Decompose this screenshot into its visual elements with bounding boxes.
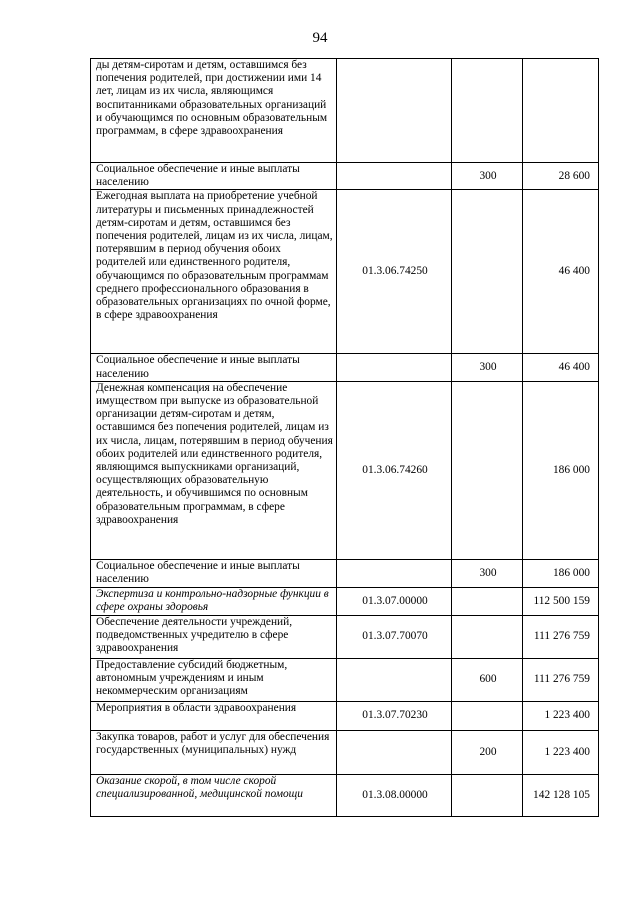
table-row: [91, 615, 599, 658]
row-name: Социальное обеспечение и иные выплаты населению: [91, 559, 337, 587]
table-row: [91, 774, 599, 816]
table-row: [91, 354, 599, 381]
budget-table: [90, 58, 599, 817]
page-number: 94: [312, 30, 328, 46]
row-amount: 111 276 759: [523, 658, 599, 701]
row-amount: 46 400: [523, 190, 599, 354]
row-type: [452, 587, 523, 615]
table-row: [91, 658, 599, 701]
row-type: 200: [452, 730, 523, 774]
table-row: [91, 381, 599, 559]
row-code: [337, 559, 452, 587]
row-type: [452, 59, 523, 163]
row-type: [452, 774, 523, 816]
row-name: Социальное обеспечение и иные выплаты населению: [91, 354, 337, 381]
row-type: 300: [452, 354, 523, 381]
row-type: 300: [452, 559, 523, 587]
row-code: 01.3.06.74250: [337, 190, 452, 354]
row-amount: 46 400: [523, 354, 599, 381]
row-code: 01.3.07.00000: [337, 587, 452, 615]
row-amount: 28 600: [523, 163, 599, 190]
row-name: Обеспечение деятельности учреждений, подведомственных учредителю в сфере здравоохранения: [91, 615, 337, 658]
row-code: [337, 354, 452, 381]
table-row: [91, 701, 599, 730]
table-row: [91, 587, 599, 615]
row-type: [452, 615, 523, 658]
row-name: Предоставление субсидий бюджетным, автономным учреждениям и иным некоммерческим организациям: [91, 658, 337, 701]
row-name: ды детям-сиротам и детям, оставшимся без попечения родителей, при достижении ими 14 лет, лицам из их числа, являющимся воспитанниками образовательных организаций и обучающимся по основным образовательным программам, в сфере здравоохранения: [91, 59, 337, 163]
row-code: 01.3.06.74260: [337, 381, 452, 559]
row-name: Денежная компенсация на обеспечение имуществом при выпуске из образовательной организации детям-сиротам и детям, оставшимся без попечения родителей, лицам из их числа, лицам, потерявшим в период обучения обоих родителей или единственного родителя, являющимся выпускниками организаций, осуществляющих образовательную деятельность, и обучившимся по основным образовательным программам, в сфере здравоохранения: [91, 381, 337, 559]
row-amount: 186 000: [523, 559, 599, 587]
row-type: [452, 190, 523, 354]
row-code: [337, 163, 452, 190]
row-amount: 1 223 400: [523, 701, 599, 730]
row-code: [337, 730, 452, 774]
row-amount: 186 000: [523, 381, 599, 559]
table-row: [91, 163, 599, 190]
table-row: [91, 59, 599, 163]
row-code: [337, 59, 452, 163]
row-name: Социальное обеспечение и иные выплаты населению: [91, 163, 337, 190]
row-name: Ежегодная выплата на приобретение учебной литературы и письменных принадлежностей детям-сиротам и детям, оставшимся без попечения родителей, лицам из их числа, лицам, потерявшим в период обучения обоих родителей или единственного родителя, обучающимся по образовательным программам среднего профессионального образования в образовательных организациях по очной форме, в сфере здравоохранения: [91, 190, 337, 354]
row-name: Экспертиза и контрольно-надзорные функции в сфере охраны здоровья: [91, 587, 337, 615]
row-type: 600: [452, 658, 523, 701]
row-amount: [523, 59, 599, 163]
row-code: 01.3.07.70230: [337, 701, 452, 730]
row-amount: 1 223 400: [523, 730, 599, 774]
row-amount: 142 128 105: [523, 774, 599, 816]
row-code: 01.3.08.00000: [337, 774, 452, 816]
row-name: Закупка товаров, работ и услуг для обеспечения государственных (муниципальных) нужд: [91, 730, 337, 774]
row-amount: 111 276 759: [523, 615, 599, 658]
row-type: [452, 701, 523, 730]
row-name: Оказание скорой, в том числе скорой специализированной, медицинской помощи: [91, 774, 337, 816]
row-code: [337, 658, 452, 701]
table-row: [91, 190, 599, 354]
table-row: [91, 559, 599, 587]
row-type: [452, 381, 523, 559]
row-amount: 112 500 159: [523, 587, 599, 615]
row-code: 01.3.07.70070: [337, 615, 452, 658]
row-type: 300: [452, 163, 523, 190]
table-row: [91, 730, 599, 774]
row-name: Мероприятия в области здравоохранения: [91, 701, 337, 730]
